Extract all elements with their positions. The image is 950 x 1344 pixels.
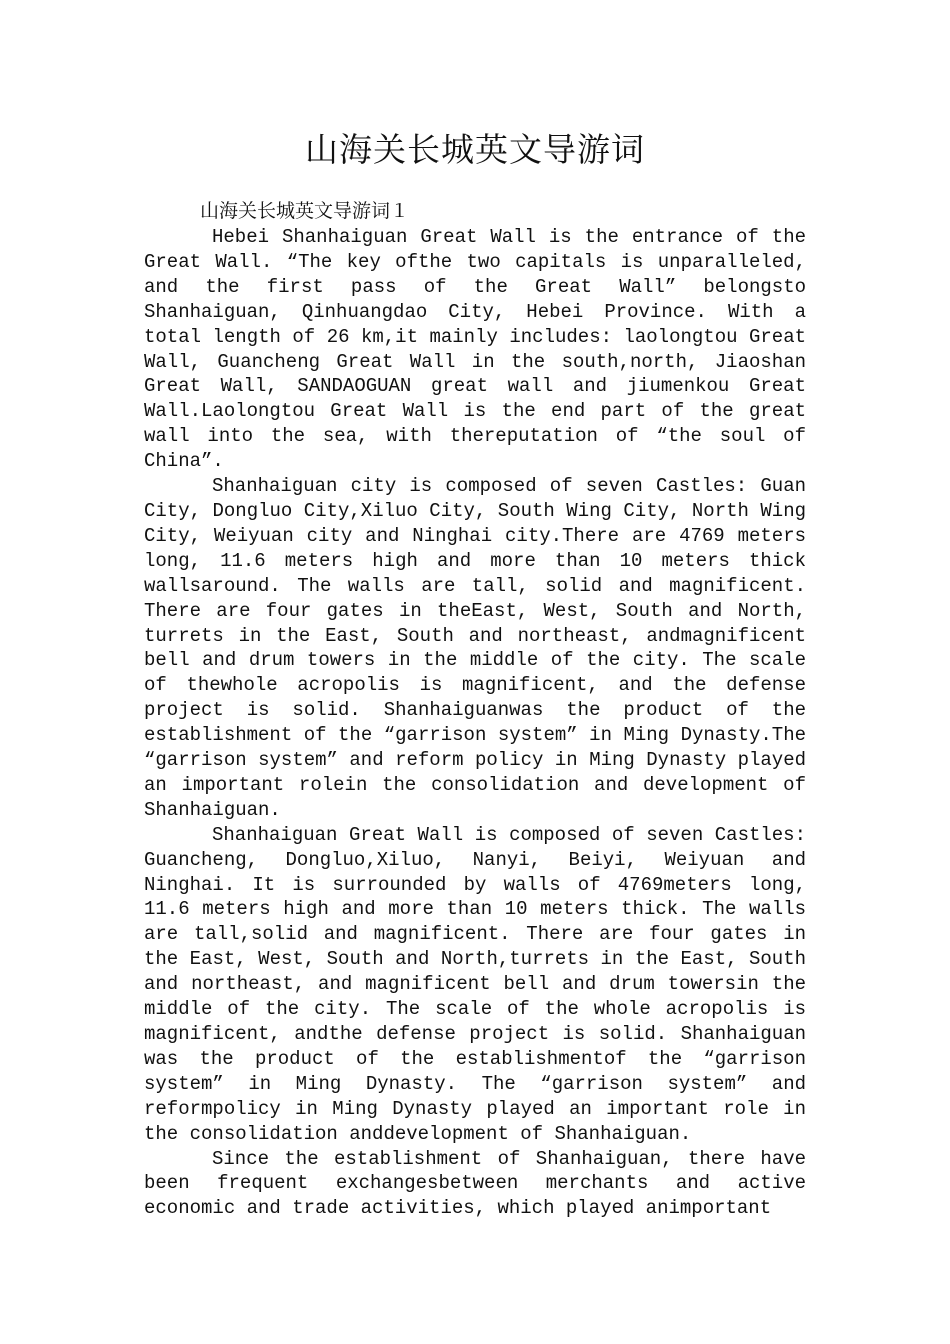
- document-body: [144, 225, 806, 1221]
- paragraph-2: Shanhaiguan city is composed of seven Castles: Guan City, Dongluo City,Xiluo City, South Wing City, North Wing City, Weiyuan city and Ninghai city.There are 4769 meters long, 11.6 meters high and more than 10 meters thick wallsaround. The walls are tall, solid and magnificent. There are four gates in theEast, West, South and North, turrets in the East, South and northeast, andmagnificent bell and drum towers in the middle of the city. The scale of thewhole acropolis is magnificent, and the defense project is solid. Shanhaiguanwas the product of the establishment of the “garrison system” in Ming Dynasty.The “garrison system” and reform policy in Ming Dynasty played an important rolein the consolidation and development of Shanhaiguan.: [144, 475, 806, 821]
- paragraph-4: Since the establishment of Shanhaiguan, there have been frequent exchangesbetween merchants and active economic and trade activities, which played animportant: [144, 1147, 806, 1220]
- document-subtitle: 山海关长城英文导游词１: [200, 200, 410, 222]
- paragraph-3: Shanhaiguan Great Wall is composed of seven Castles: Guancheng, Dongluo,Xiluo, Nanyi, Beiyi, Weiyuan and Ninghai. It is surrounded by walls of 4769meters long, 11.6 meters high and more than 10 meters thick. The walls are tall,solid and magnificent. There are four gates in the East, West, South and North,turrets in the East, South and northeast, and magnificent bell and drum towersin the middle of the city. The scale of the whole acropolis is magnificent, andthe defense project is solid. Shanhaiguan was the product of the establishmentof the “garrison system” in Ming Dynasty. The “garrison system” and reformpolicy in Ming Dynasty played an important role in the consolidation anddevelopment of Shanhaiguan.: [144, 823, 806, 1145]
- paragraph-1: Hebei Shanhaiguan Great Wall is the entrance of the Great Wall. “The key ofthe two capitals is unparalleled, and the first pass of the Great Wall” belongsto Shanhaiguan, Qinhuangdao City, Hebei Province. With a total length of 26 km,it mainly includes: laolongtou Great Wall, Guancheng Great Wall in the south,north, Jiaoshan Great Wall, SANDAOGUAN great wall and jiumenkou Great Wall.Laolongtou Great Wall is the end part of the great wall into the sea, with thereputation of “the soul of China”.: [144, 226, 806, 473]
- document-title: 山海关长城英文导游词: [305, 130, 645, 169]
